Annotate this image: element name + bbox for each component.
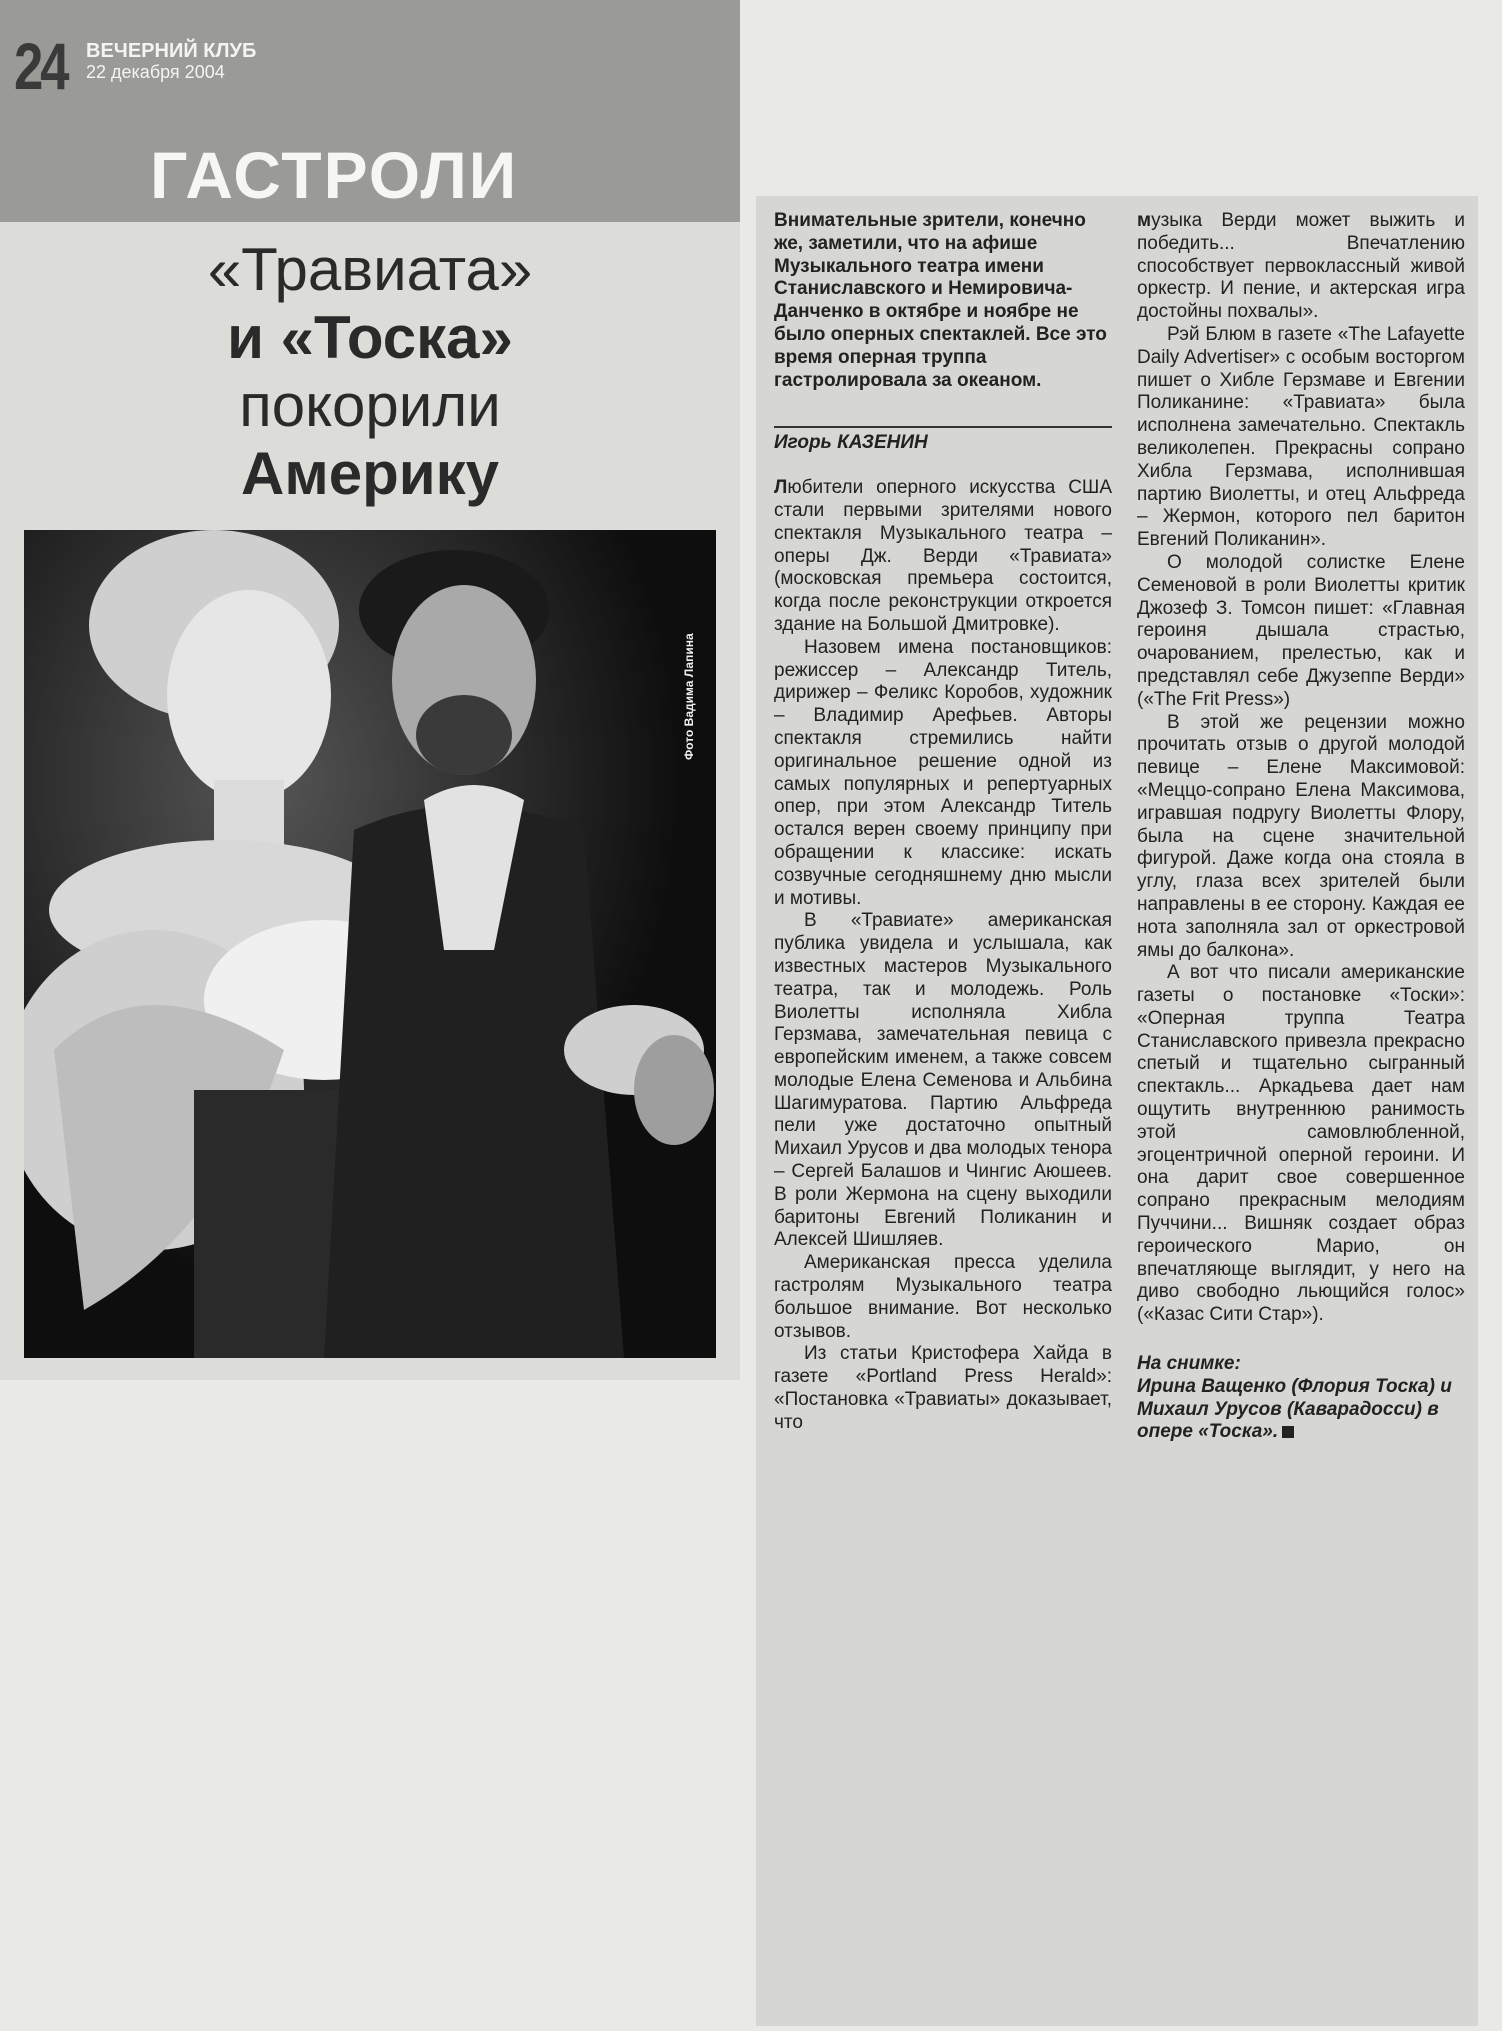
page-number: 24 — [14, 29, 67, 103]
article-clipping — [756, 196, 1478, 2026]
masthead-band — [0, 0, 740, 222]
paper-name: ВЕЧЕРНИЙ КЛУБ — [86, 40, 257, 62]
photo-caption — [1137, 1353, 1465, 1444]
caption-text: Ирина Ващенко (Флория Тоска) и Михаил Урусов (Каварадосси) в опере «Тоска». — [1137, 1375, 1452, 1443]
paragraph: Назовем имена постановщиков: режиссер – Александр Титель, дирижер – Феликс Коробов, художник – Владимир Арефьев. Авторы спектакля стремились найти оригинальное решение одной из самых популярных и репертуарных опер, при этом Александр Титель остался верен своему принципу при обращении к классике: искать созвучные сегодняшнему дню мысли и мотивы. — [774, 636, 1112, 909]
headline-line-2: и «Тоска» — [227, 304, 513, 371]
headline-line-3: покорили — [239, 372, 501, 439]
photo-credit: Фото Вадима Лапина — [682, 633, 696, 760]
article-column-1 — [774, 210, 1112, 1435]
photo — [24, 530, 716, 1358]
rubric-title: ГАСТРОЛИ — [150, 138, 519, 212]
end-mark-icon — [1282, 1426, 1294, 1438]
paragraph: В этой же рецензии можно прочитать отзыв о другой молодой певице – Елене Максимовой: «Меццо-сопрано Елена Максимова, игравшая подругу Виолетты Флору, была на сцене значительной фигурой. Даже когда она стояла в углу, глаза всех зрителей были направлены в ее сторону. Каждая ее нота заполняла зал от оркестровой ямы до балкона». — [1137, 711, 1465, 961]
paragraph: А вот что писали американские газеты о постановке «Тоски»: «Оперная труппа Театра Станиславского привезла прекрасно спетый и тщательно сыгранный спектакль... Аркадьева дает нам ощутить внутреннюю ранимость этой самовлюбленной, эгоцентричной оперной героини. И она дарит свое совершенное сопрано прекрасным мелодиям Пуччини... Вишняк создает образ героического Марио, он впечатляюще выглядит, у него на диво свободно льющийся голос» («Казас Сити Стар»). — [1137, 962, 1465, 1326]
headline-line-4: Америку — [240, 440, 500, 507]
paragraph: Рэй Блюм в газете «The Lafayette Daily Advertiser» с особым восторгом пишет о Хибле Герзмаве и Евгении Поликанине: «Травиата» была исполнена замечательно. Спектакль великолепен. Прекрасны сопрано Хибла Герзмава, исполнившая партию Виолетты, и отец Альфреда – Жермон, которого пел баритон Евгений Поликанин». — [1137, 323, 1465, 551]
headline — [0, 236, 740, 508]
paragraph: Из статьи Кристофера Хайда в газете «Portland Press Herald»: «Постановка «Травиаты» доказывает, что — [774, 1343, 1112, 1433]
left-clipping — [0, 0, 740, 1380]
article-lead: Внимательные зрители, конечно же, заметили, что на афише Музыкального театра имени Станиславского и Немировича-Данченко в октябре и ноябре не было оперных спектаклей. Все это время оперная труппа гастролировала за океаном. — [774, 210, 1107, 391]
paragraph: В «Травиате» американская публика увидела и услышала, как известных мастеров Музыкального театра, так и молодежь. Роль Виолетты исполняла Хибла Герзмава, замечательная певица с европейским именем, а также совсем молодые Елена Семенова и Альбина Шагимуратова. Партию Альфреда пели уже достаточно опытный Михаил Урусов и два молодых тенора – Сергей Балашов и Чингис Аюшеев. В роли Жермона на сцену выходили баритоны Евгений Поликанин и Алексей Шишляев. — [774, 910, 1112, 1251]
paragraph: О молодой солистке Елене Семеновой в роли Виолетты критик Джозеф З. Томсон пишет: «Главная героиня дышала страстью, очарованием, прелестью, как и представлял себе Джузеппе Верди» («The Frit Press») — [1137, 551, 1465, 710]
caption-label: На снимке: — [1137, 1353, 1241, 1375]
article-column-2 — [1137, 210, 1465, 1444]
photo-illustration — [24, 530, 716, 1358]
issue-date: 22 декабря 2004 — [86, 62, 225, 82]
headline-line-1: «Травиата» — [207, 236, 533, 303]
paragraph: Любители оперного искусства США стали первыми зрителями нового спектакля Музыкального театра – оперы Дж. Верди «Травиата» (московская премьера состоится, когда после реконструкции откроется здание на Большой Дмитровке). — [774, 477, 1112, 635]
paragraph: музыка Верди может выжить и победить... Впечатлению способствует первоклассный живой оркестр. И пение, и актерская игра достойны похвалы». — [1137, 210, 1465, 323]
paragraph: Американская пресса уделила гастролям Музыкального театра большое внимание. Вот несколько отзывов. — [774, 1252, 1112, 1342]
byline: Игорь КАЗЕНИН — [774, 426, 1112, 455]
